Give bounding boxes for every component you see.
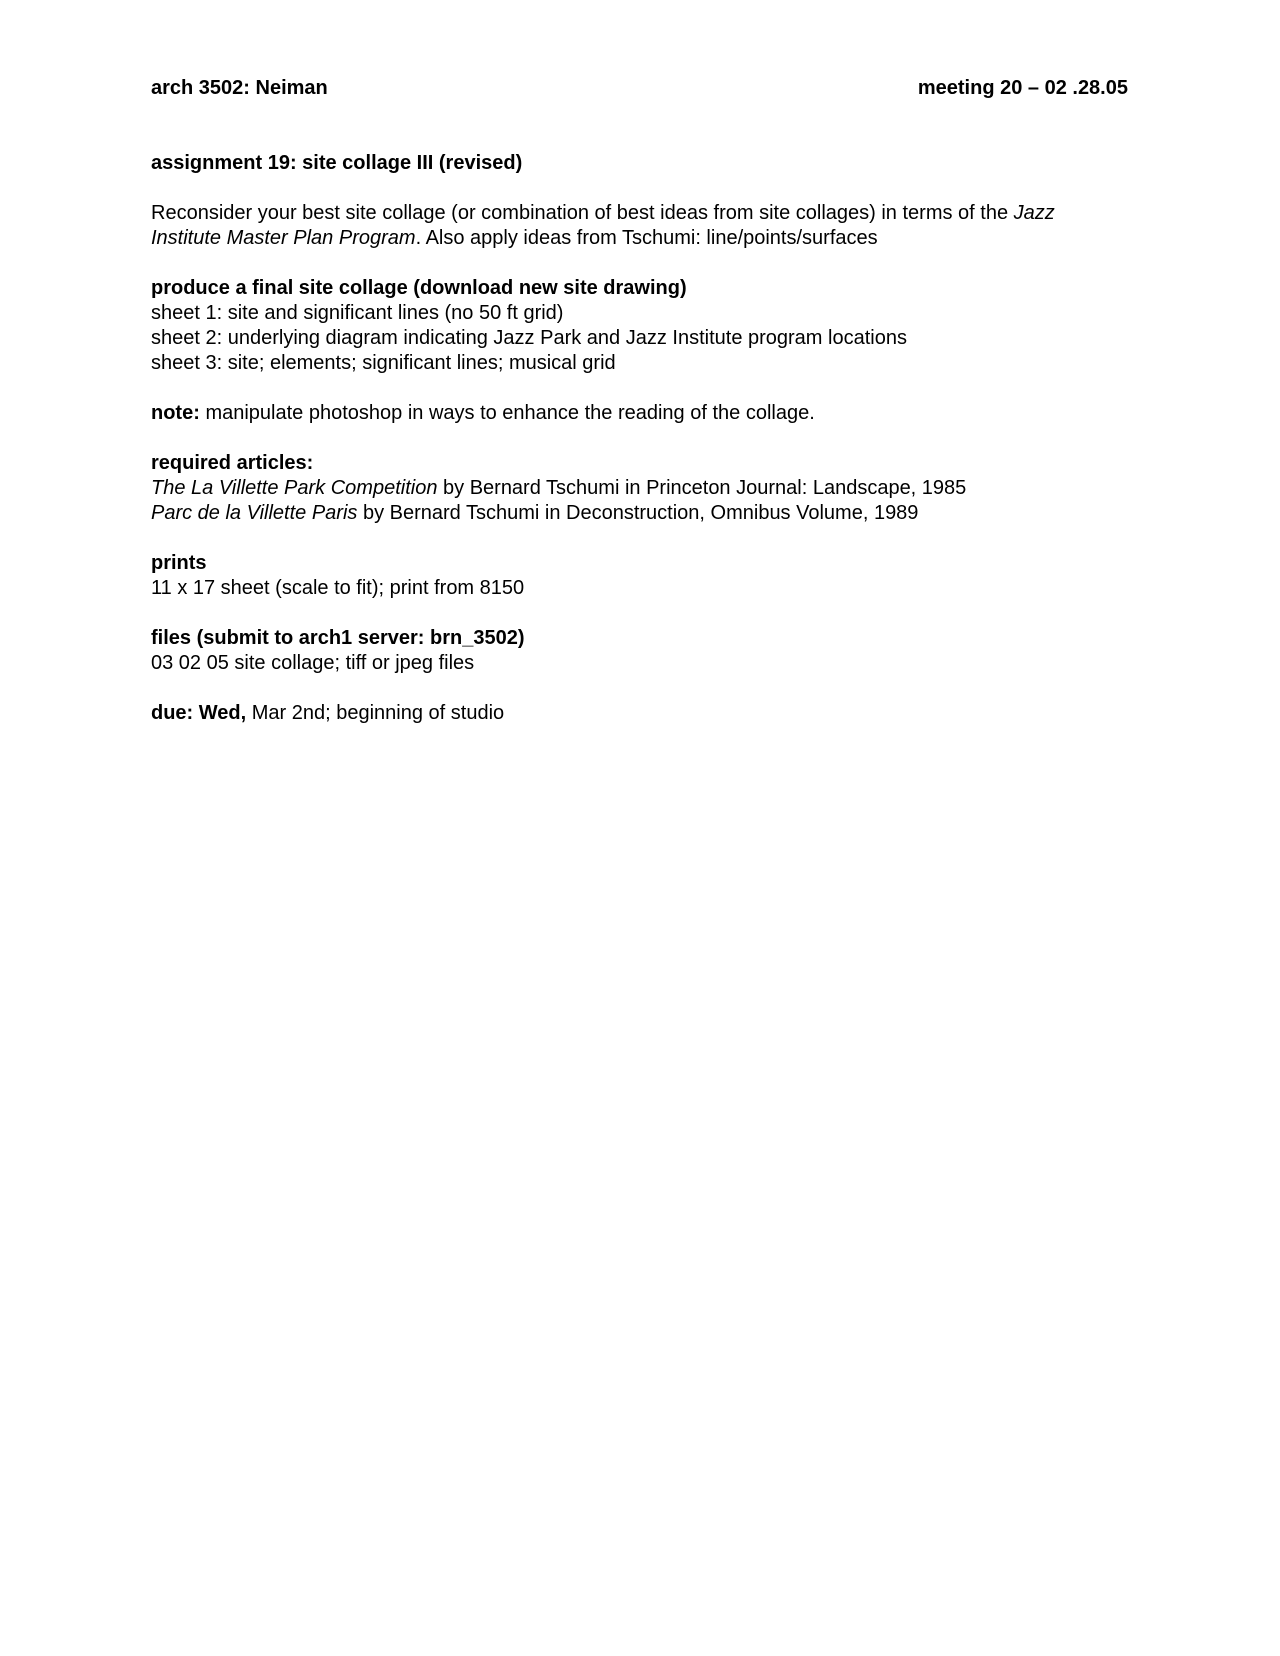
- note-label: note:: [151, 402, 200, 424]
- article-citation: by Bernard Tschumi in Deconstruction, Omnibus Volume, 1989: [357, 502, 919, 524]
- page-header: [151, 76, 1128, 101]
- files-text: 03 02 05 site collage; tiff or jpeg files: [151, 652, 475, 674]
- due-section: [151, 701, 1128, 726]
- prints-heading: prints: [151, 552, 207, 574]
- note-text: manipulate photoshop in ways to enhance the reading of the collage.: [199, 402, 815, 424]
- intro-text-before: Reconsider your best site collage (or combination of best ideas from site collages) in terms of the: [151, 202, 1014, 224]
- files-heading: files (submit to arch1 server: brn_3502): [151, 627, 525, 649]
- produce-section: [151, 276, 1128, 376]
- sheet-item: sheet 2: underlying diagram indicating Jazz Park and Jazz Institute program locations: [151, 327, 907, 349]
- note-section: [151, 401, 1128, 426]
- intro-paragraph: [151, 201, 1128, 251]
- due-label: due: Wed,: [151, 702, 247, 724]
- intro-italic-program: Jazz Institute Master Plan Program: [151, 202, 1055, 249]
- files-section: [151, 626, 1128, 676]
- article-title: Parc de la Villette Paris: [151, 502, 358, 524]
- prints-section: [151, 551, 1128, 601]
- course-title: arch 3502: Neiman: [151, 77, 328, 99]
- article-citation: by Bernard Tschumi in Princeton Journal: Landscape, 1985: [437, 477, 967, 499]
- article-item: [151, 501, 1128, 526]
- assignment-section: [151, 151, 1128, 176]
- prints-text: 11 x 17 sheet (scale to fit); print from 8150: [151, 577, 525, 599]
- produce-heading: produce a final site collage (download new site drawing): [151, 277, 687, 299]
- article-title: The La Villette Park Competition: [151, 477, 438, 499]
- document-page: [151, 76, 1128, 726]
- assignment-title: assignment 19: site collage III (revised): [151, 152, 523, 174]
- intro-text-after: . Also apply ideas from Tschumi: line/points/surfaces: [415, 227, 878, 249]
- due-text: Mar 2nd; beginning of studio: [246, 702, 505, 724]
- sheet-item: sheet 3: site; elements; significant lines; musical grid: [151, 352, 616, 374]
- meeting-date: meeting 20 – 02 .28.05: [917, 77, 1128, 99]
- articles-heading: required articles:: [151, 452, 314, 474]
- article-item: [151, 476, 1128, 501]
- articles-section: [151, 451, 1128, 526]
- sheet-item: sheet 1: site and significant lines (no 50 ft grid): [151, 302, 564, 324]
